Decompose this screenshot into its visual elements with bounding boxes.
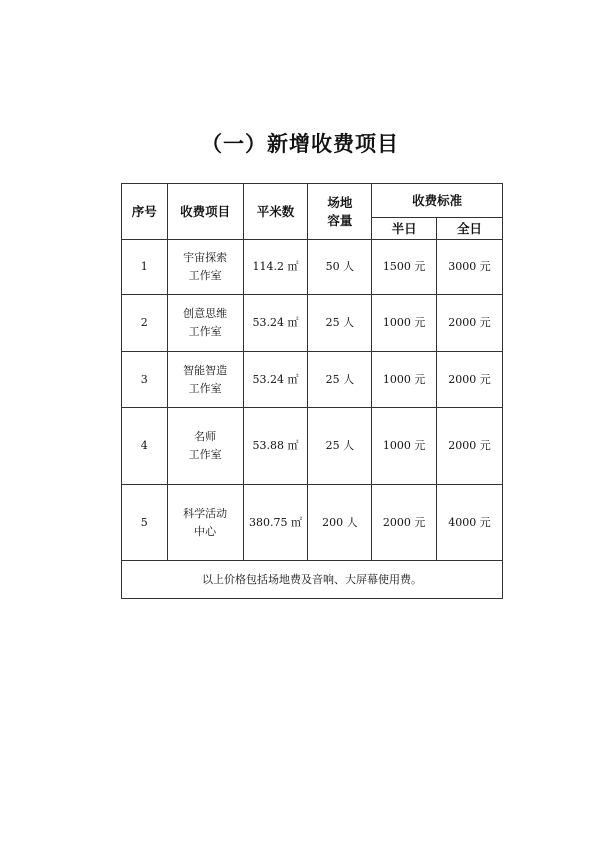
table-row — [122, 352, 503, 408]
cell-item — [167, 352, 243, 408]
cell-item-line2: 工作室 — [188, 381, 222, 395]
fee-table — [121, 183, 503, 599]
header-half-day: 半日 — [372, 218, 437, 240]
table-row — [122, 240, 503, 295]
cell-no: 3 — [122, 352, 168, 408]
cell-half-day: 2000 元 — [372, 485, 437, 561]
cell-item-line1: 宇宙探索 — [183, 251, 228, 264]
cell-capacity: 200 人 — [308, 485, 372, 561]
cell-no: 5 — [122, 485, 168, 561]
cell-no: 4 — [122, 408, 168, 485]
cell-full-day: 2000 元 — [437, 408, 503, 485]
cell-item-line2: 工作室 — [188, 448, 222, 461]
table-note: 以上价格包括场地费及音响、大屏幕使用费。 — [122, 561, 503, 599]
page-title: （一）新增收费项目 — [201, 131, 399, 156]
cell-area: 53.24 ㎡ — [243, 352, 308, 408]
header-capacity — [308, 184, 372, 240]
cell-capacity: 25 人 — [308, 408, 372, 485]
cell-full-day: 2000 元 — [437, 352, 503, 408]
cell-item — [167, 408, 243, 485]
cell-no: 2 — [122, 295, 168, 352]
cell-item-line2: 工作室 — [188, 325, 222, 338]
cell-item-line2: 中心 — [194, 524, 217, 538]
cell-item — [167, 295, 243, 352]
cell-item-line1: 创意思维 — [183, 307, 228, 320]
table-header-row — [122, 184, 503, 218]
cell-area: 53.24 ㎡ — [243, 295, 308, 352]
cell-capacity: 25 人 — [308, 295, 372, 352]
cell-half-day: 1000 元 — [372, 295, 437, 352]
cell-half-day: 1500 元 — [372, 240, 437, 295]
header-full-day: 全日 — [437, 218, 503, 240]
cell-area: 114.2 ㎡ — [243, 240, 308, 295]
cell-full-day: 3000 元 — [437, 240, 503, 295]
cell-item-line1: 智能智造 — [183, 363, 228, 377]
cell-no: 1 — [122, 240, 168, 295]
header-capacity-line1: 场地 — [327, 194, 353, 210]
cell-area: 53.88 ㎡ — [243, 408, 308, 485]
table-row — [122, 485, 503, 561]
cell-item-line2: 工作室 — [188, 269, 222, 282]
header-capacity-line2: 容量 — [327, 212, 353, 228]
header-area: 平米数 — [243, 184, 308, 240]
cell-capacity: 50 人 — [308, 240, 372, 295]
cell-area: 380.75 ㎡ — [243, 485, 308, 561]
cell-full-day: 2000 元 — [437, 295, 503, 352]
table-note-row — [122, 561, 503, 599]
header-standard: 收费标准 — [372, 184, 503, 218]
cell-capacity: 25 人 — [308, 352, 372, 408]
cell-full-day: 4000 元 — [437, 485, 503, 561]
cell-half-day: 1000 元 — [372, 352, 437, 408]
cell-item — [167, 240, 243, 295]
cell-item — [167, 485, 243, 561]
cell-item-line1: 名师 — [194, 430, 217, 443]
table-row — [122, 295, 503, 352]
header-no: 序号 — [122, 184, 168, 240]
cell-item-line1: 科学活动 — [183, 506, 228, 520]
cell-half-day: 1000 元 — [372, 408, 437, 485]
header-item: 收费项目 — [167, 184, 243, 240]
table-row — [122, 408, 503, 485]
